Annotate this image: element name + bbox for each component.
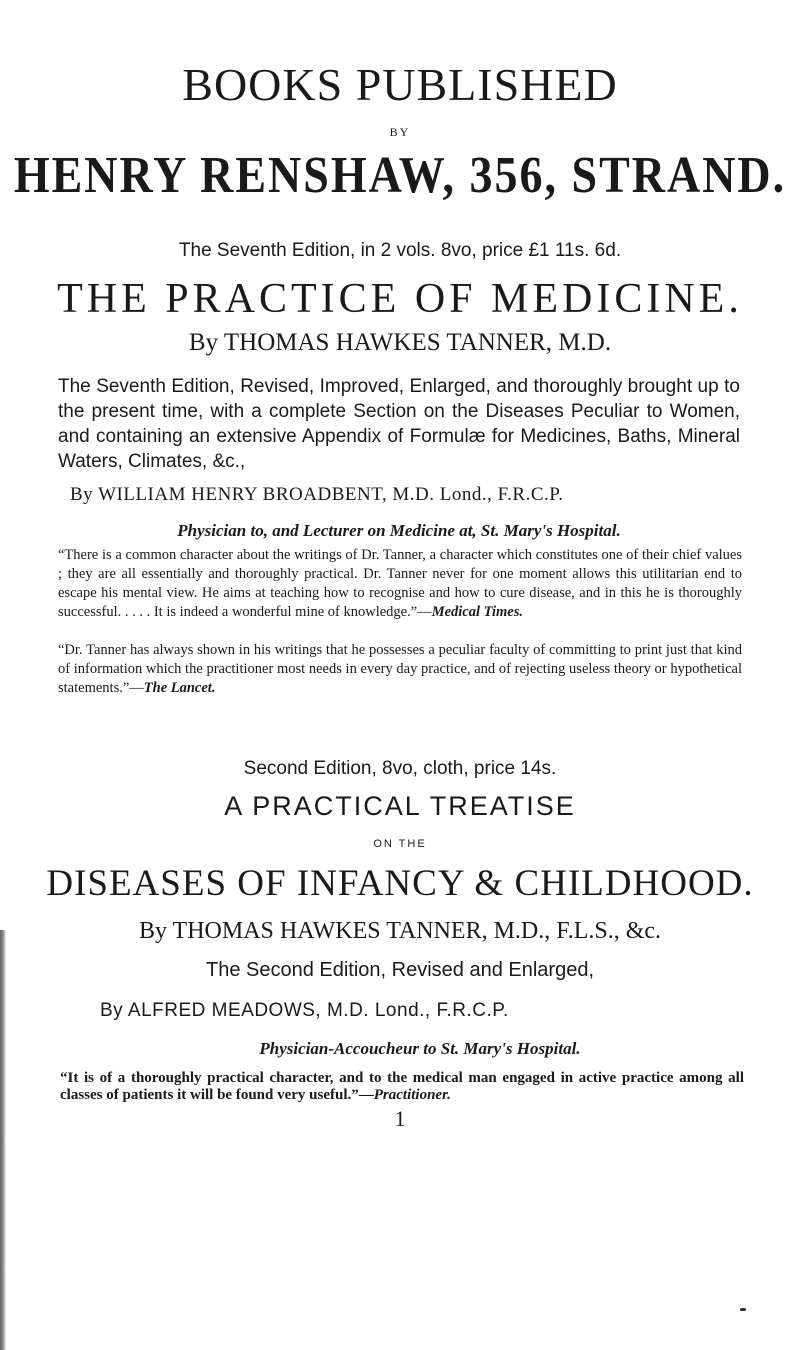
review-text: “Dr. Tanner has always shown in his writings that he possesses a peculiar faculty of committing to print just that kind of information which the practitioner most needs in every day practice, and of rejecting useless theory or hypothetical statements.”—	[58, 642, 742, 696]
book1-title: THE PRACTICE OF MEDICINE.	[57, 276, 743, 322]
review-text: “There is a common character about the writings of Dr. Tanner, a character which constitutes one of their chief values ; they are all essentially and thoroughly practical. Dr. Tanner never for one moment allows this utilitarian end to escape his mental view. He aims at teaching how to recognise and how to cure disease, and in this he is thoroughly successful. . . . . It is indeed a wonderful mine of knowledge.”—	[58, 547, 742, 620]
binding-shadow	[0, 930, 6, 1350]
book2-reviser-role: Physician-Accoucheur to St. Mary's Hospital.	[259, 1039, 581, 1058]
book2-author: By THOMAS HAWKES TANNER, M.D., F.L.S., &c.	[138, 918, 662, 944]
ink-fleck	[740, 1308, 746, 1311]
book2-on-the: ON THE	[373, 838, 427, 850]
review-source: The Lancet.	[143, 680, 216, 696]
review-text: “It is of a thoroughly practical character, and to the medical man engaged in active practice among all classes of patients it will be found very useful.”—	[60, 1070, 744, 1103]
book1-review-lancet	[58, 641, 742, 698]
review-source: Practitioner.	[373, 1087, 451, 1103]
by-label: BY	[389, 125, 411, 139]
page-number: 1	[394, 1106, 406, 1131]
review-source: Medical Times.	[431, 604, 523, 620]
book1-description: The Seventh Edition, Revised, Improved, Enlarged, and thoroughly brought up to the present time, with a complete Section on the Diseases Peculiar to Women, and containing an extensive Appendix of Formulæ for Medicines, Baths, Mineral Waters, Climates, &c.,	[58, 376, 740, 472]
book2-reviser: By ALFRED MEADOWS, M.D. Lond., F.R.C.P.	[100, 1000, 509, 1021]
book1-reviser: By WILLIAM HENRY BROADBENT, M.D. Lond., F.R.C.P.	[70, 484, 564, 505]
book1-reviser-role: Physician to, and Lecturer on Medicine at, St. Mary's Hospital.	[177, 521, 621, 540]
book1-review-medical-times	[58, 546, 742, 622]
publisher-name: HENRY RENSHAW, 356, STRAND.	[13, 145, 787, 204]
book2-subject: DISEASES OF INFANCY & CHILDHOOD.	[46, 863, 754, 904]
book2-edition-line: Second Edition, 8vo, cloth, price 14s.	[243, 758, 557, 779]
catalogue-heading: BOOKS PUBLISHED	[182, 59, 618, 110]
book1-author: By THOMAS HAWKES TANNER, M.D.	[188, 329, 612, 356]
book2-edition-note: The Second Edition, Revised and Enlarged,	[205, 959, 595, 981]
book1-edition-line: The Seventh Edition, in 2 vols. 8vo, price £1 11s. 6d.	[178, 240, 622, 261]
book2-title: A PRACTICAL TREATISE	[224, 791, 576, 821]
book2-review-practitioner	[60, 1070, 744, 1104]
